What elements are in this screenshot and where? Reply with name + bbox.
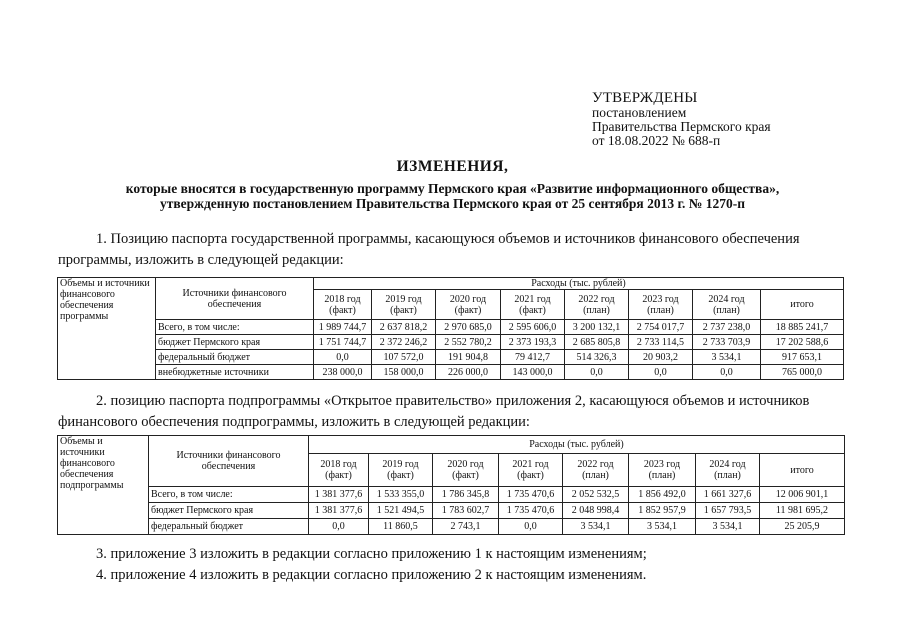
year-header: 2024 год (план) (696, 454, 760, 487)
cell-value: 0,0 (499, 519, 563, 535)
cell-value: 1 852 957,9 (629, 503, 696, 519)
cell-value: 1 533 355,0 (369, 487, 433, 503)
cell-value: 765 000,0 (761, 365, 844, 380)
cell-value: 1 856 492,0 (629, 487, 696, 503)
approval-block (592, 90, 771, 148)
cell-value: 2 970 685,0 (436, 320, 501, 335)
subtitle-line: утвержденную постановлением Правительства Пермского края от 25 сентября 2013 г. № 1270-п (159, 196, 746, 211)
cell-value: 2 048 998,4 (563, 503, 629, 519)
cell-value: 1 521 494,5 (369, 503, 433, 519)
cell-value: 2 052 532,5 (563, 487, 629, 503)
year-header: 2021 год (факт) (501, 290, 565, 320)
table-row (58, 365, 844, 380)
cell-value: 2 372 246,2 (372, 335, 436, 350)
cell-value: 3 534,1 (629, 519, 696, 535)
approval-line: Правительства Пермского края (592, 119, 771, 134)
cell-value: 107 572,0 (372, 350, 436, 365)
cell-value: 1 786 345,8 (433, 487, 499, 503)
year-header: 2023 год (план) (629, 454, 696, 487)
expenses-header: Расходы (тыс. рублей) (309, 436, 845, 454)
cell-value: 1 735 470,6 (499, 487, 563, 503)
table-row (58, 503, 845, 519)
year-header: 2022 год (план) (565, 290, 629, 320)
cell-value: 226 000,0 (436, 365, 501, 380)
cell-value: 2 737 238,0 (693, 320, 761, 335)
cell-value: 3 534,1 (696, 519, 760, 535)
cell-value: 3 534,1 (693, 350, 761, 365)
approval-title: УТВЕРЖДЕНЫ (592, 90, 698, 106)
cell-value: 3 534,1 (563, 519, 629, 535)
left-header-cell: Объемы и источники финансового обеспечения подпрограммы (58, 436, 149, 535)
cell-value: 2 754 017,7 (629, 320, 693, 335)
cell-value: 1 657 793,5 (696, 503, 760, 519)
paragraph-3: 3. приложение 3 изложить в редакции согласно приложению 1 к настоящим изменениям; (96, 546, 647, 562)
row-label: бюджет Пермского края (149, 503, 309, 519)
cell-value: 2 743,1 (433, 519, 499, 535)
year-header: 2021 год (факт) (499, 454, 563, 487)
document-subtitle (0, 181, 905, 211)
program-finance-table (57, 277, 844, 380)
paragraph-2 (58, 391, 844, 433)
cell-value: 0,0 (565, 365, 629, 380)
cell-value: 11 981 695,2 (760, 503, 845, 519)
cell-value: 143 000,0 (501, 365, 565, 380)
subprogram-finance-table (57, 435, 845, 535)
cell-value: 238 000,0 (314, 365, 372, 380)
cell-value: 11 860,5 (369, 519, 433, 535)
year-header: 2020 год (факт) (436, 290, 501, 320)
year-header: 2023 год (план) (629, 290, 693, 320)
row-label: федеральный бюджет (149, 519, 309, 535)
cell-value: 158 000,0 (372, 365, 436, 380)
cell-value: 17 202 588,6 (761, 335, 844, 350)
subtitle-line: которые вносятся в государственную программу Пермского края «Развитие информационного общества», (125, 181, 780, 196)
cell-value: 2 733 703,9 (693, 335, 761, 350)
sources-header: Источники финансового обеспечения (156, 278, 314, 320)
cell-value: 1 989 744,7 (314, 320, 372, 335)
row-label: федеральный бюджет (156, 350, 314, 365)
cell-value: 2 595 606,0 (501, 320, 565, 335)
paragraph-1 (58, 229, 844, 271)
cell-value: 12 006 901,1 (760, 487, 845, 503)
cell-value: 2 733 114,5 (629, 335, 693, 350)
total-header: итого (761, 290, 844, 320)
year-header: 2018 год (факт) (314, 290, 372, 320)
row-label: Всего, в том числе: (156, 320, 314, 335)
row-label: внебюджетные источники (156, 365, 314, 380)
cell-value: 0,0 (693, 365, 761, 380)
paragraph-4: 4. приложение 4 изложить в редакции согласно приложению 2 к настоящим изменениям. (96, 567, 647, 583)
table-row (58, 519, 845, 535)
left-header-cell: Объемы и источники финансового обеспечения программы (58, 278, 156, 380)
paragraph-line: финансового обеспечения подпрограммы, изложить в следующей редакции: (58, 414, 530, 430)
paragraph-line: программы, изложить в следующей редакции: (58, 252, 344, 268)
cell-value: 1 735 470,6 (499, 503, 563, 519)
cell-value: 1 783 602,7 (433, 503, 499, 519)
expenses-header: Расходы (тыс. рублей) (314, 278, 844, 290)
year-header: 2020 год (факт) (433, 454, 499, 487)
cell-value: 2 685 805,8 (565, 335, 629, 350)
table-row (58, 335, 844, 350)
total-header: итого (760, 454, 845, 487)
cell-value: 0,0 (629, 365, 693, 380)
row-label: Всего, в том числе: (149, 487, 309, 503)
year-header: 2022 год (план) (563, 454, 629, 487)
year-header: 2019 год (факт) (369, 454, 433, 487)
cell-value: 18 885 241,7 (761, 320, 844, 335)
year-header: 2024 год (план) (693, 290, 761, 320)
cell-value: 79 412,7 (501, 350, 565, 365)
cell-value: 2 552 780,2 (436, 335, 501, 350)
cell-value: 1 751 744,7 (314, 335, 372, 350)
cell-value: 514 326,3 (565, 350, 629, 365)
cell-value: 1 381 377,6 (309, 503, 369, 519)
cell-value: 3 200 132,1 (565, 320, 629, 335)
cell-value: 917 653,1 (761, 350, 844, 365)
approval-line: постановлением (592, 105, 687, 120)
cell-value: 0,0 (309, 519, 369, 535)
table-row (58, 487, 845, 503)
document-title: ИЗМЕНЕНИЯ, (396, 158, 509, 175)
paragraph-line: 1. Позицию паспорта государственной программы, касающуюся объемов и источников финансового обеспечения (96, 231, 800, 247)
paragraph-line: 2. позицию паспорта подпрограммы «Открытое правительство» приложения 2, касающуюся объемов и источников (96, 393, 810, 409)
cell-value: 1 381 377,6 (309, 487, 369, 503)
row-label: бюджет Пермского края (156, 335, 314, 350)
cell-value: 2 637 818,2 (372, 320, 436, 335)
approval-line: от 18.08.2022 № 688-п (592, 133, 721, 148)
cell-value: 1 661 327,6 (696, 487, 760, 503)
cell-value: 25 205,9 (760, 519, 845, 535)
table-row (58, 320, 844, 335)
sources-header: Источники финансового обеспечения (149, 436, 309, 487)
year-header: 2018 год (факт) (309, 454, 369, 487)
table-row (58, 350, 844, 365)
cell-value: 20 903,2 (629, 350, 693, 365)
cell-value: 0,0 (314, 350, 372, 365)
year-header: 2019 год (факт) (372, 290, 436, 320)
cell-value: 2 373 193,3 (501, 335, 565, 350)
cell-value: 191 904,8 (436, 350, 501, 365)
